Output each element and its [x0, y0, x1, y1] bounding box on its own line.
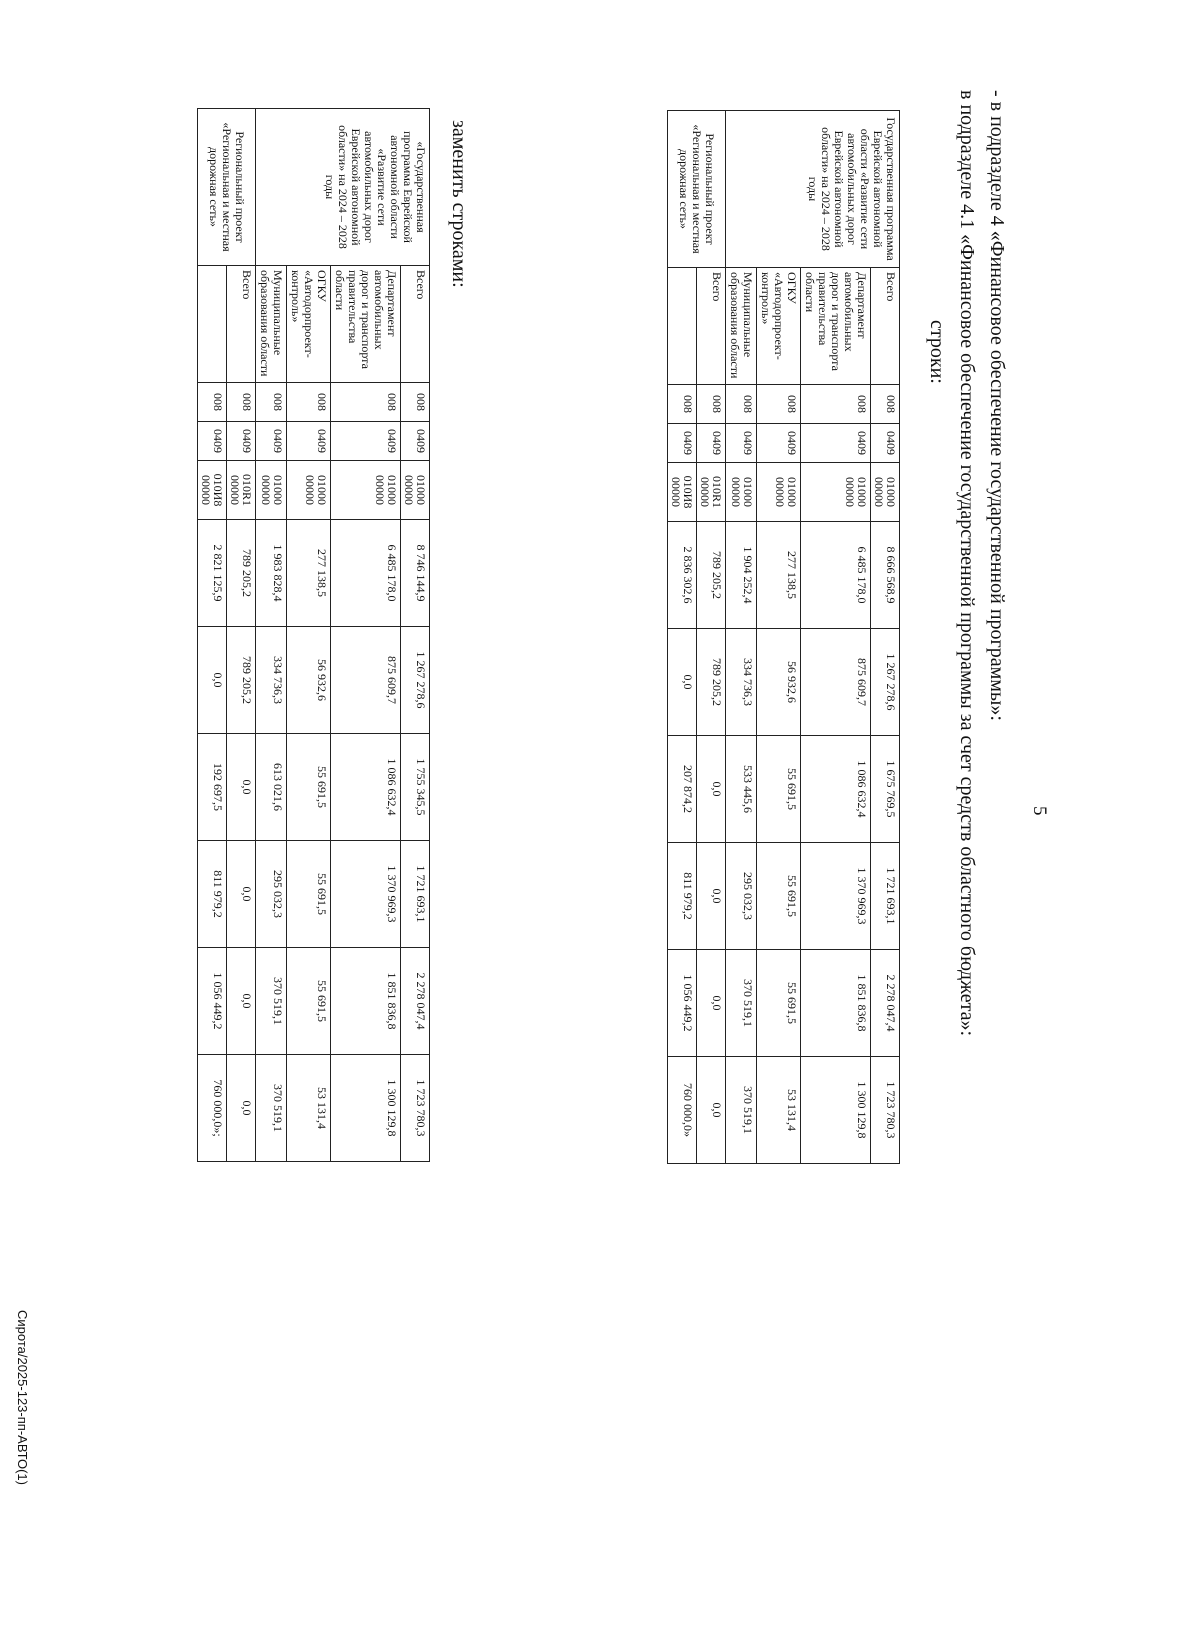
amount-cell: 370 519,1 [256, 948, 287, 1055]
amount-cell: 295 032,3 [726, 843, 757, 950]
amount-cell: 0,0 [697, 1057, 726, 1164]
page-number: 5 [1029, 806, 1050, 816]
grbs-code-cell: 008 [256, 383, 287, 422]
program-name-cell: «Государственная программа Еврейской автономной области «Развитие сети автомобильных дорог Еврейской автономной области» на 2024 – 2028 годы [256, 109, 430, 266]
amount-cell: 53 131,4 [287, 1055, 331, 1162]
grbs-code-cell: 008 [871, 385, 900, 424]
amount-cell: 370 519,1 [726, 1057, 757, 1164]
amount-cell: 55 691,5 [757, 843, 801, 950]
intro-text [922, 90, 1012, 1036]
amount-cell: 2 278 047,4 [871, 950, 900, 1057]
section-code-cell: 0409 [287, 422, 331, 461]
amount-cell: 1 370 969,3 [801, 843, 871, 950]
replace-label: заменить строками: [448, 120, 470, 288]
section-code-cell: 0409 [198, 422, 227, 461]
amount-cell: 207 874,2 [668, 736, 697, 843]
amount-cell: 0,0 [227, 734, 256, 841]
section-code-cell: 0409 [697, 424, 726, 463]
executor-cell: Муниципальные образования области [256, 266, 287, 383]
executor-cell: ОГКУ «Автодорпроект-контроль» [757, 268, 801, 385]
section-code-cell: 0409 [401, 422, 430, 461]
table-row [801, 111, 871, 1164]
executor-cell: Всего [227, 266, 256, 383]
intro-line-1: - в подразделе 4 «Финансовое обеспечение государственной программы»: [986, 90, 1008, 721]
table-row [227, 109, 256, 1162]
table-row [757, 111, 801, 1164]
intro-line-3: строки: [926, 320, 948, 384]
grbs-code-cell: 008 [198, 383, 227, 422]
amount-cell: 55 691,5 [287, 841, 331, 948]
section-code-cell: 0409 [757, 424, 801, 463]
amount-cell: 56 932,6 [757, 629, 801, 736]
amount-cell: 334 736,3 [256, 627, 287, 734]
amount-cell: 789 205,2 [227, 627, 256, 734]
target-article-cell: 01000 00000 [726, 463, 757, 522]
section-code-cell: 0409 [668, 424, 697, 463]
amount-cell: 370 519,1 [726, 950, 757, 1057]
amount-cell: 1 370 969,3 [331, 841, 401, 948]
program-name-cell: Государственная программа Еврейской автономной области «Развитие сети автомобильных дорог Еврейской автономной области» на 2024 – 2028 годы [726, 111, 900, 268]
target-article-cell: 01000 00000 [801, 463, 871, 522]
amount-cell: 370 519,1 [256, 1055, 287, 1162]
target-article-cell: 010И8 00000 [198, 461, 227, 520]
document-footer: Сирота/2025-123-пп-АВТО(1) [15, 1310, 30, 1485]
amount-cell: 55 691,5 [757, 950, 801, 1057]
amount-cell: 1 904 252,4 [726, 522, 757, 629]
executor-cell: Департамент автомобильных дорог и транспорта правительства области [801, 268, 871, 385]
executor-cell: ОГКУ «Автодорпроект-контроль» [287, 266, 331, 383]
amount-cell: 1 056 449,2 [668, 950, 697, 1057]
grbs-code-cell: 008 [668, 385, 697, 424]
table-row [697, 111, 726, 1164]
amount-cell: 1 267 278,6 [871, 629, 900, 736]
amount-cell: 0,0 [227, 1055, 256, 1162]
amount-cell: 295 032,3 [256, 841, 287, 948]
amount-cell: 1 056 449,2 [198, 948, 227, 1055]
amount-cell: 1 300 129,8 [801, 1057, 871, 1164]
amount-cell: 56 932,6 [287, 627, 331, 734]
section-code-cell: 0409 [256, 422, 287, 461]
amount-cell: 1 086 632,4 [331, 734, 401, 841]
amount-cell: 760 000,0» [668, 1057, 697, 1164]
section-code-cell: 0409 [801, 424, 871, 463]
executor-cell: Департамент автомобильных дорог и транспорта правительства области [331, 266, 401, 383]
grbs-code-cell: 008 [726, 385, 757, 424]
target-article-cell: 01000 00000 [287, 461, 331, 520]
amount-cell: 0,0 [227, 948, 256, 1055]
target-article-cell: 01000 00000 [757, 463, 801, 522]
amount-cell: 0,0 [697, 843, 726, 950]
table-row [256, 109, 287, 1162]
table-row [871, 111, 900, 1164]
grbs-code-cell: 008 [401, 383, 430, 422]
grbs-code-cell: 008 [801, 385, 871, 424]
table-row [287, 109, 331, 1162]
executor-cell: Всего [871, 268, 900, 385]
target-article-cell: 010R1 00000 [227, 461, 256, 520]
table-row [726, 111, 757, 1164]
executor-cell: Всего [401, 266, 430, 383]
amount-cell: 0,0 [227, 841, 256, 948]
amount-cell: 1 300 129,8 [331, 1055, 401, 1162]
amount-cell: 277 138,5 [287, 520, 331, 627]
amount-cell: 1 851 836,8 [331, 948, 401, 1055]
amount-cell: 760 000,0»; [198, 1055, 227, 1162]
amount-cell: 0,0 [668, 629, 697, 736]
amount-cell: 875 609,7 [801, 629, 871, 736]
amount-cell: 6 485 178,0 [331, 520, 401, 627]
amount-cell: 0,0 [697, 950, 726, 1057]
target-article-cell: 01000 00000 [331, 461, 401, 520]
table-row [401, 109, 430, 1162]
target-article-cell: 01000 00000 [256, 461, 287, 520]
executor-cell: Всего [697, 268, 726, 385]
amount-cell: 192 697,5 [198, 734, 227, 841]
amount-cell: 8 666 568,9 [871, 522, 900, 629]
amount-cell: 1 721 693,1 [401, 841, 430, 948]
amount-cell: 1 723 780,3 [871, 1057, 900, 1164]
amount-cell: 2 821 125,9 [198, 520, 227, 627]
section-code-cell: 0409 [871, 424, 900, 463]
section-code-cell: 0409 [726, 424, 757, 463]
grbs-code-cell: 008 [287, 383, 331, 422]
amount-cell: 613 021,6 [256, 734, 287, 841]
amount-cell: 811 979,2 [668, 843, 697, 950]
amount-cell: 1 086 632,4 [801, 736, 871, 843]
amount-cell: 1 755 345,5 [401, 734, 430, 841]
grbs-code-cell: 008 [331, 383, 401, 422]
project-name-cell: Региональный проект «Региональная и местная дорожная сеть» [668, 111, 726, 268]
grbs-code-cell: 008 [697, 385, 726, 424]
target-article-cell: 010R1 00000 [697, 463, 726, 522]
table-row [198, 109, 227, 1162]
new-finance-table [197, 108, 430, 1162]
target-article-cell: 010И8 00000 [668, 463, 697, 522]
executor-cell [198, 266, 227, 383]
amount-cell: 334 736,3 [726, 629, 757, 736]
executor-cell [668, 268, 697, 385]
amount-cell: 1 723 780,3 [401, 1055, 430, 1162]
amount-cell: 1 675 769,5 [871, 736, 900, 843]
amount-cell: 8 746 144,9 [401, 520, 430, 627]
amount-cell: 789 205,2 [697, 629, 726, 736]
project-name-cell: Региональный проект «Региональная и местная дорожная сеть» [198, 109, 256, 266]
amount-cell: 0,0 [697, 736, 726, 843]
target-article-cell: 01000 00000 [401, 461, 430, 520]
old-finance-table [667, 110, 900, 1164]
table-row [668, 111, 697, 1164]
amount-cell: 55 691,5 [287, 734, 331, 841]
amount-cell: 0,0 [198, 627, 227, 734]
amount-cell: 2 278 047,4 [401, 948, 430, 1055]
amount-cell: 1 721 693,1 [871, 843, 900, 950]
amount-cell: 53 131,4 [757, 1057, 801, 1164]
amount-cell: 6 485 178,0 [801, 522, 871, 629]
amount-cell: 1 983 828,4 [256, 520, 287, 627]
amount-cell: 789 205,2 [697, 522, 726, 629]
executor-cell: Муниципальные образования области [726, 268, 757, 385]
grbs-code-cell: 008 [227, 383, 256, 422]
grbs-code-cell: 008 [757, 385, 801, 424]
amount-cell: 55 691,5 [287, 948, 331, 1055]
target-article-cell: 01000 00000 [871, 463, 900, 522]
amount-cell: 2 836 302,6 [668, 522, 697, 629]
amount-cell: 789 205,2 [227, 520, 256, 627]
amount-cell: 811 979,2 [198, 841, 227, 948]
amount-cell: 533 445,6 [726, 736, 757, 843]
amount-cell: 277 138,5 [757, 522, 801, 629]
intro-line-2: в подразделе 4.1 «Финансовое обеспечение государственной программы за счет средств областного бюджета»: [956, 90, 978, 1037]
section-code-cell: 0409 [331, 422, 401, 461]
amount-cell: 1 267 278,6 [401, 627, 430, 734]
amount-cell: 55 691,5 [757, 736, 801, 843]
amount-cell: 1 851 836,8 [801, 950, 871, 1057]
table-row [331, 109, 401, 1162]
section-code-cell: 0409 [227, 422, 256, 461]
amount-cell: 875 609,7 [331, 627, 401, 734]
